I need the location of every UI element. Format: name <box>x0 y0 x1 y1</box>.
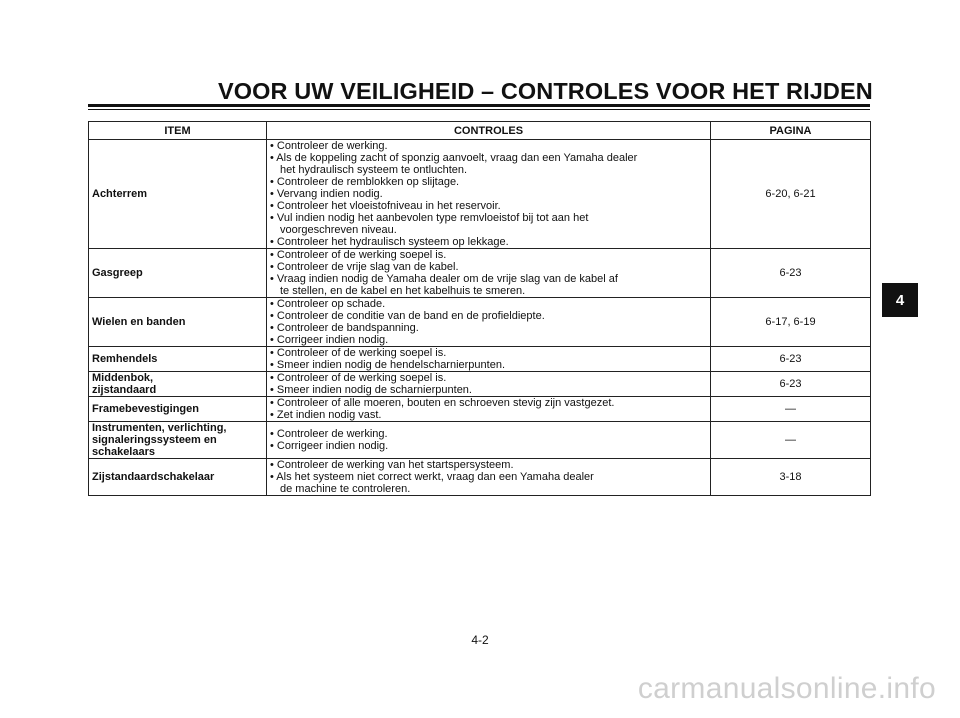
page-title: VOOR UW VEILIGHEID – CONTROLES VOOR HET RIJDEN <box>218 78 873 104</box>
control-line: • Controleer de vrije slag van de kabel. <box>270 261 459 273</box>
control-line: • Vraag indien nodig de Yamaha dealer om de vrije slag van de kabel af <box>270 273 618 285</box>
control-line: • Corrigeer indien nodig. <box>270 334 389 346</box>
item-label: Remhendels <box>92 353 158 365</box>
table-row <box>89 298 871 347</box>
table-row <box>89 459 871 496</box>
control-line: • Corrigeer indien nodig. <box>270 440 389 452</box>
control-line: • Vul indien nodig het aanbevolen type remvloeistof bij tot aan het <box>270 212 589 224</box>
control-line: • Controleer of alle moeren, bouten en schroeven stevig zijn vastgezet. <box>270 397 615 409</box>
table-row <box>89 140 871 249</box>
column-header-pagina: PAGINA <box>711 122 871 140</box>
page-reference-cell: 3-18 <box>711 459 871 496</box>
table-row <box>89 422 871 459</box>
title-rule-thick <box>88 104 870 107</box>
item-cell <box>89 298 267 347</box>
control-line: • Controleer de werking. <box>270 140 388 152</box>
watermark: carmanualsonline.info <box>637 672 936 705</box>
page-reference-cell: 6-20, 6-21 <box>711 140 871 249</box>
control-line: de machine te controleren. <box>280 483 411 495</box>
title-rule-thin <box>88 109 870 110</box>
control-line: het hydraulisch systeem te ontluchten. <box>280 164 468 176</box>
item-label: Zijstandaardschakelaar <box>92 471 215 483</box>
control-line: • Controleer of de werking soepel is. <box>270 372 447 384</box>
control-line: • Als de koppeling zacht of sponzig aanvoelt, vraag dan een Yamaha dealer <box>270 152 638 164</box>
control-line: • Controleer de werking van het startspersysteem. <box>270 459 514 471</box>
page-reference-cell: 6-23 <box>711 372 871 397</box>
item-label: Achterrem <box>92 188 148 200</box>
control-line: • Controleer de conditie van de band en de profieldiepte. <box>270 310 545 322</box>
control-line: • Controleer het vloeistofniveau in het reservoir. <box>270 200 501 212</box>
control-line: • Als het systeem niet correct werkt, vraag dan een Yamaha dealer <box>270 471 594 483</box>
controls-cell <box>267 140 711 249</box>
page-reference-cell: 6-23 <box>711 347 871 372</box>
control-line: • Controleer de werking. <box>270 428 388 440</box>
control-line: • Vervang indien nodig. <box>270 188 383 200</box>
controls-cell <box>267 249 711 298</box>
controls-cell <box>267 347 711 372</box>
control-line: • Smeer indien nodig de hendelscharnierpunten. <box>270 359 506 371</box>
page-reference-cell: 6-17, 6-19 <box>711 298 871 347</box>
item-label: schakelaars <box>92 446 155 458</box>
control-line: • Controleer de bandspanning. <box>270 322 419 334</box>
controls-cell <box>267 422 711 459</box>
item-cell <box>89 422 267 459</box>
controls-cell <box>267 372 711 397</box>
item-cell <box>89 397 267 422</box>
control-line: • Smeer indien nodig de scharnierpunten. <box>270 384 472 396</box>
checks-table <box>88 121 871 496</box>
controls-cell <box>267 459 711 496</box>
table-row <box>89 372 871 397</box>
control-line: • Controleer of de werking soepel is. <box>270 347 447 359</box>
control-line: voorgeschreven niveau. <box>280 224 397 236</box>
table-row <box>89 347 871 372</box>
item-label: Gasgreep <box>92 267 143 279</box>
item-cell <box>89 249 267 298</box>
control-line: • Controleer op schade. <box>270 298 386 310</box>
control-line: • Controleer of de werking soepel is. <box>270 249 447 261</box>
item-cell <box>89 140 267 249</box>
item-cell <box>89 347 267 372</box>
control-line: • Zet indien nodig vast. <box>270 409 382 421</box>
chapter-tab-label: 4 <box>895 291 905 309</box>
page-reference-cell: — <box>711 422 871 459</box>
item-label: Wielen en banden <box>92 316 186 328</box>
control-line: te stellen, en de kabel en het kabelhuis te smeren. <box>280 285 526 297</box>
controls-cell <box>267 397 711 422</box>
item-label: Instrumenten, verlichting, <box>92 422 227 434</box>
item-label: Middenbok, <box>92 372 154 384</box>
control-line: • Controleer het hydraulisch systeem op lekkage. <box>270 236 509 248</box>
page-reference-cell: 6-23 <box>711 249 871 298</box>
item-cell <box>89 459 267 496</box>
page-number: 4-2 <box>471 633 489 647</box>
column-header-controles: CONTROLES <box>267 122 711 140</box>
item-label: signaleringssysteem en <box>92 434 217 446</box>
item-label: zijstandaard <box>92 384 157 396</box>
controls-cell <box>267 298 711 347</box>
table-row <box>89 249 871 298</box>
table-header-row <box>89 122 871 140</box>
page-reference-cell: — <box>711 397 871 422</box>
item-label: Framebevestigingen <box>92 403 199 415</box>
column-header-item: ITEM <box>89 122 267 140</box>
control-line: • Controleer de remblokken op slijtage. <box>270 176 460 188</box>
item-cell <box>89 372 267 397</box>
table-row <box>89 397 871 422</box>
chapter-tab <box>882 283 918 317</box>
table-body <box>89 140 871 496</box>
